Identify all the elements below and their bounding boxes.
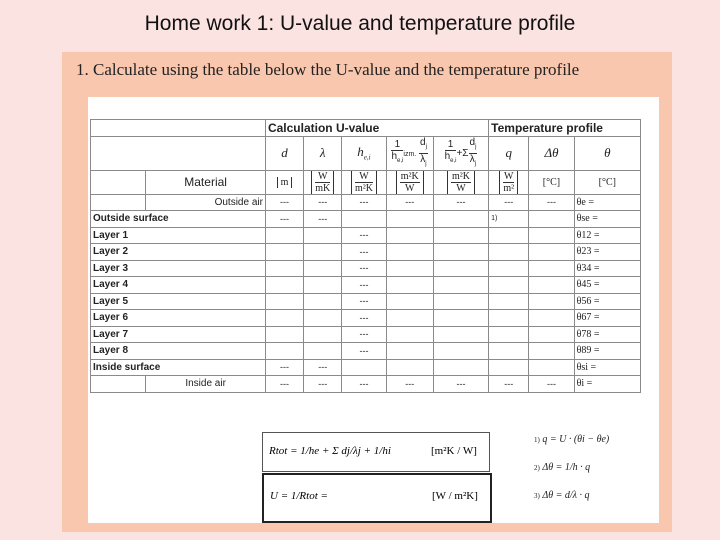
equation-1: 1) q = U · (θi − θe) (534, 434, 610, 445)
theta-cell: θ56 = (574, 293, 640, 310)
header-temperature-profile: Temperature profile (489, 120, 641, 137)
row-label: Layer 4 (91, 277, 266, 294)
page-title: Home work 1: U-value and temperature profile (144, 12, 576, 35)
symbol-h: $h_{e,i}$ (342, 136, 386, 170)
unit-h: $\frac{W}{\text{m²K}}$ (342, 170, 386, 194)
theta-cell: θ89 = (574, 343, 640, 360)
row-label: Inside surface (91, 359, 266, 376)
table-row: Layer 1 --- θ12 = (91, 227, 641, 244)
symbol-q: q (489, 136, 529, 170)
theta-cell: θsi = (574, 359, 640, 376)
symbol-d: d (265, 136, 303, 170)
equation-2: 2) Δθ = 1/h · q (534, 462, 591, 473)
theta-cell: θ23 = (574, 244, 640, 261)
slide-panel (62, 52, 672, 532)
table-row: Layer 6 --- θ67 = (91, 310, 641, 327)
unit-delta-theta: [°C] (529, 170, 574, 194)
unit-q: $\frac{W}{\text{m²}}$ (489, 170, 529, 194)
r-total-formula: Rtot = 1/he + Σ dj/λj + 1/hi (269, 445, 391, 457)
row-label: Layer 3 (91, 260, 266, 277)
u-value-formula-box (262, 473, 492, 523)
symbol-lambda: λ (304, 136, 342, 170)
theta-cell: θi = (574, 376, 640, 393)
theta-cell: θ34 = (574, 260, 640, 277)
r-total-formula-box (262, 432, 490, 472)
theta-cell: θe = (574, 194, 640, 211)
row-label: Layer 5 (91, 293, 266, 310)
table-row: Layer 7 --- θ78 = (91, 326, 641, 343)
material-header: Material (146, 170, 266, 194)
table-row: Layer 4 --- θ45 = (91, 277, 641, 294)
symbol-theta: θ (574, 136, 640, 170)
table-row: Layer 8 --- θ89 = (91, 343, 641, 360)
u-value-formula: U = 1/Rtot = (270, 490, 328, 502)
row-label: Inside air (146, 376, 266, 393)
table-row: Layer 5 --- θ56 = (91, 293, 641, 310)
row-label: Layer 1 (91, 227, 266, 244)
row-label: Layer 6 (91, 310, 266, 327)
theta-cell: θse = (574, 211, 640, 228)
theta-cell: θ78 = (574, 326, 640, 343)
unit-r: $\frac{\text{m²K}}{W}$ (386, 170, 433, 194)
worksheet (88, 97, 659, 523)
side-equations (534, 434, 609, 518)
r-total-unit: [m²K / W] (431, 445, 477, 457)
u-value-unit: [W / m²K] (432, 490, 478, 502)
equation-3: 3) Δθ = d/λ · q (534, 490, 590, 501)
symbol-delta-theta: Δθ (529, 136, 574, 170)
row-label: Outside surface (91, 211, 266, 228)
table-row: Inside air --- --- --- --- --- --- --- θi = (91, 376, 641, 393)
unit-r-cum: $\frac{\text{m²K}}{W}$ (433, 170, 488, 194)
table-row: Outside surface --- --- 1) θse = (91, 211, 641, 228)
table-row: Layer 2 --- θ23 = (91, 244, 641, 261)
table-row: Outside air --- --- --- --- --- --- --- θe = (91, 194, 641, 211)
row-label: Layer 8 (91, 343, 266, 360)
symbol-cumulative-resistance: $\frac{1}{h_{e,i}}$ +Σ $\frac{d_j}{\lambda_j}$ (433, 136, 488, 170)
symbol-resistance: $\frac{1}{h_{e,i}}$ izm. $\frac{d_j}{\lambda_j}$ (386, 136, 433, 170)
table-row: Inside surface --- --- θsi = (91, 359, 641, 376)
row-label: Layer 7 (91, 326, 266, 343)
theta-cell: θ67 = (574, 310, 640, 327)
unit-theta: [°C] (574, 170, 640, 194)
calculation-table (90, 119, 641, 393)
header-calculation-u-value: Calculation U-value (265, 120, 488, 137)
row-label: Outside air (146, 194, 266, 211)
table-corner (91, 120, 266, 137)
unit-lambda: $\frac{W}{mK}$ (304, 170, 342, 194)
theta-cell: θ12 = (574, 227, 640, 244)
unit-d: m (265, 170, 303, 194)
task-instruction: 1. Calculate using the table below the U-value and the temperature profile (76, 60, 580, 79)
row-label: Layer 2 (91, 244, 266, 261)
table-corner-2 (91, 136, 266, 170)
table-row: Layer 3 --- θ34 = (91, 260, 641, 277)
theta-cell: θ45 = (574, 277, 640, 294)
